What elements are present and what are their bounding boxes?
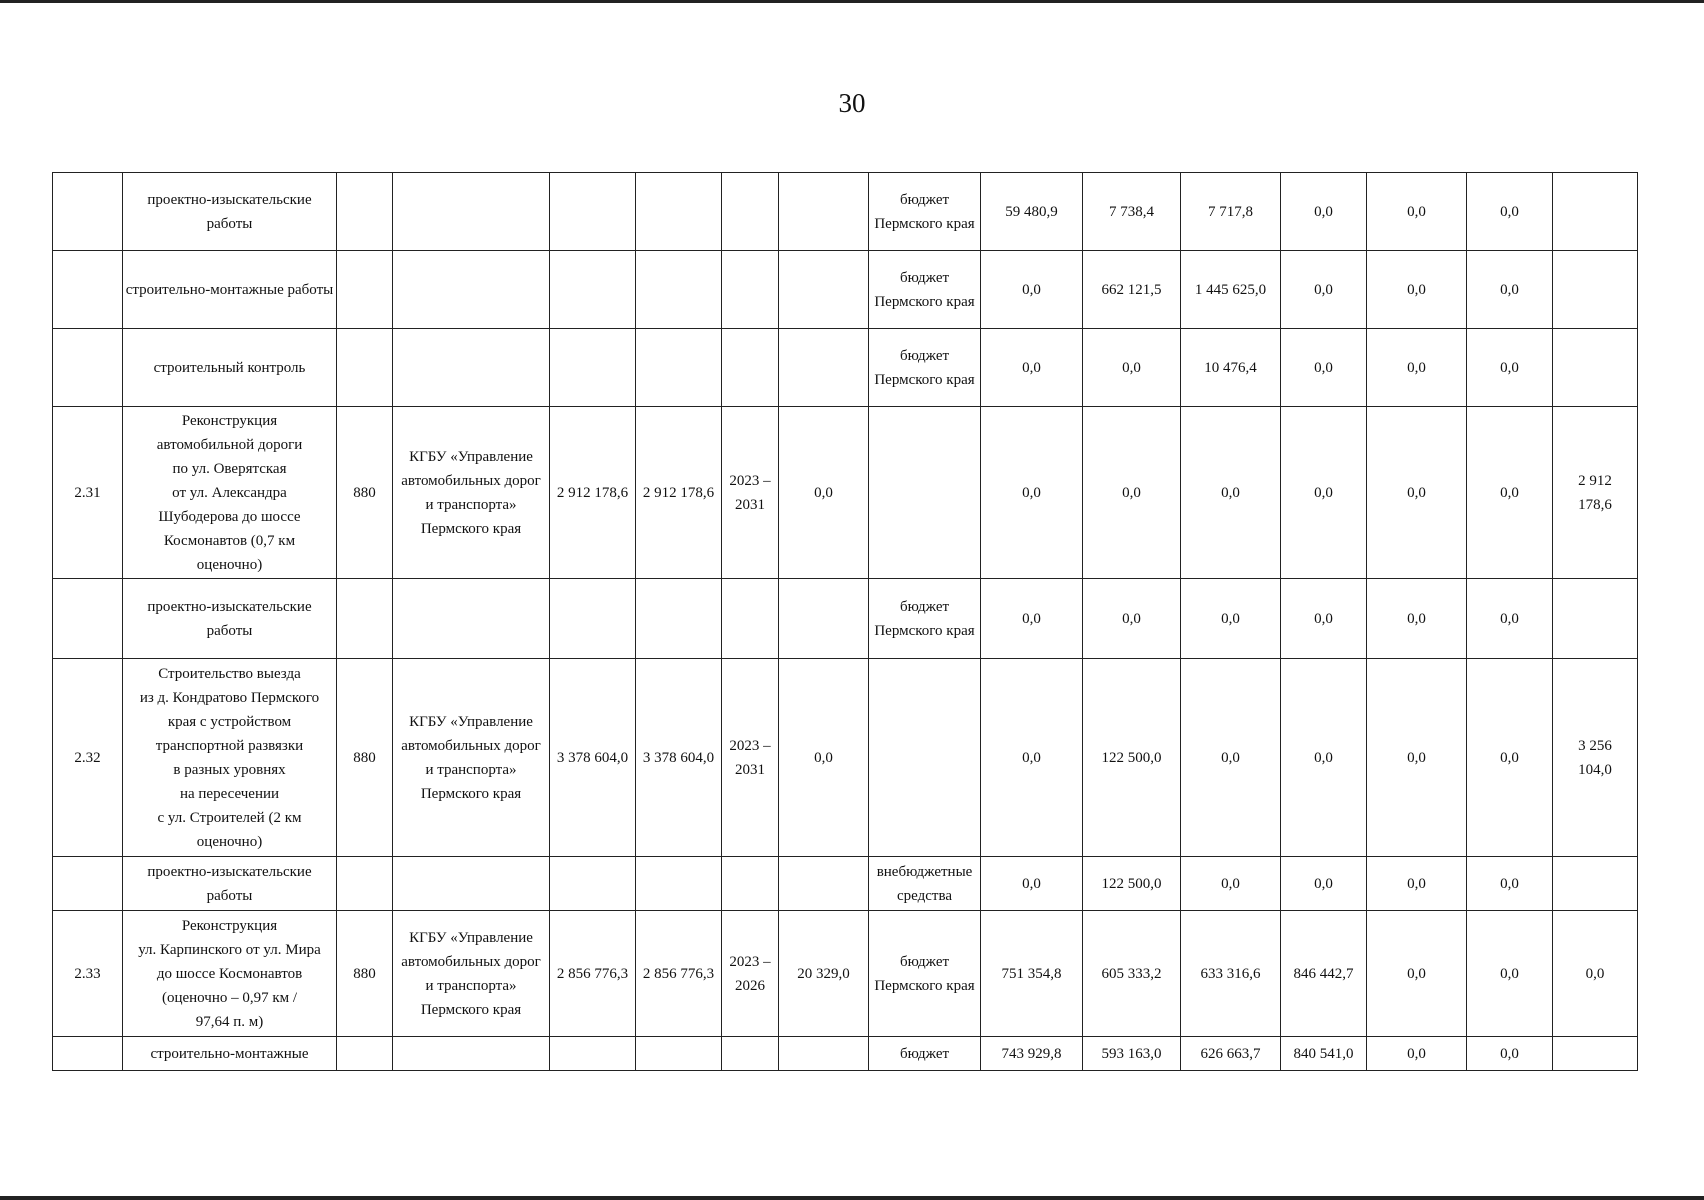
cell-code: [337, 251, 393, 329]
cell-name: строительно-монтажные работы: [123, 251, 337, 329]
scan-edge-bottom: [0, 1196, 1704, 1200]
cell-year-value: 0,0: [981, 579, 1083, 659]
cell-cost-total: [550, 1037, 636, 1071]
cell-cost-total: 2 856 776,3: [550, 911, 636, 1037]
cell-organization: КГБУ «Управление автомобильных дорог и транспорта» Пермского края: [393, 407, 550, 579]
cell-cost-estimate: 2 856 776,3: [636, 911, 722, 1037]
cell-year-value: 0,0: [1281, 173, 1367, 251]
cell-year-value: 0,0: [1367, 579, 1467, 659]
cell-year-value: 846 442,7: [1281, 911, 1367, 1037]
cell-cost-total: [550, 251, 636, 329]
cell-year-value: 0,0: [1367, 251, 1467, 329]
scan-edge-top: [0, 0, 1704, 3]
cell-year-value: 0,0: [981, 407, 1083, 579]
cell-period: [722, 1037, 779, 1071]
cell-remaining: 2 912 178,6: [1553, 407, 1638, 579]
cell-year-value: 840 541,0: [1281, 1037, 1367, 1071]
cell-year-value: 7 717,8: [1181, 173, 1281, 251]
cell-organization: [393, 1037, 550, 1071]
cell-code: [337, 173, 393, 251]
cell-cost-estimate: 3 378 604,0: [636, 659, 722, 857]
cell-number: [53, 173, 123, 251]
cell-year-value: 662 121,5: [1083, 251, 1181, 329]
table-row: [53, 173, 1638, 251]
cell-cost-total: [550, 329, 636, 407]
table-row: [53, 857, 1638, 911]
cell-period: [722, 857, 779, 911]
cell-prior-years: 0,0: [779, 407, 869, 579]
cell-year-value: 1 445 625,0: [1181, 251, 1281, 329]
cell-year-value: 0,0: [1367, 173, 1467, 251]
cell-year-value: 7 738,4: [1083, 173, 1181, 251]
cell-organization: [393, 329, 550, 407]
cell-year-value: 0,0: [1083, 407, 1181, 579]
cell-year-value: 0,0: [981, 251, 1083, 329]
cell-name: проектно-изыскательские работы: [123, 173, 337, 251]
cell-organization: КГБУ «Управление автомобильных дорог и транспорта» Пермского края: [393, 911, 550, 1037]
cell-organization: КГБУ «Управление автомобильных дорог и транспорта» Пермского края: [393, 659, 550, 857]
cell-year-value: 0,0: [1181, 407, 1281, 579]
cell-remaining: [1553, 857, 1638, 911]
page-number: 30: [838, 88, 866, 118]
table-row: [53, 579, 1638, 659]
cell-name: Реконструкция автомобильной дороги по ул. Оверятская от ул. Александра Шубодерова до шоссе Космонавтов (0,7 км оценочно): [123, 407, 337, 579]
cell-year-value: 0,0: [1467, 1037, 1553, 1071]
cell-organization: [393, 579, 550, 659]
table-row: [53, 1037, 1638, 1071]
cell-year-value: 0,0: [1367, 911, 1467, 1037]
cell-funding-source: бюджет: [869, 1037, 981, 1071]
budget-table: [52, 172, 1638, 1071]
cell-year-value: 0,0: [1467, 579, 1553, 659]
cell-funding-source: бюджет Пермского края: [869, 173, 981, 251]
cell-year-value: 0,0: [1181, 857, 1281, 911]
cell-period: [722, 251, 779, 329]
cell-name: Строительство выезда из д. Кондратово Пермского края с устройством транспортной развязки в разных уровнях на пересечении с ул. Строителей (2 км оценочно): [123, 659, 337, 857]
cell-funding-source: бюджет Пермского края: [869, 579, 981, 659]
cell-year-value: 0,0: [1367, 1037, 1467, 1071]
cell-prior-years: [779, 857, 869, 911]
cell-code: 880: [337, 659, 393, 857]
cell-remaining: [1553, 173, 1638, 251]
cell-year-value: 0,0: [1281, 659, 1367, 857]
cell-cost-total: [550, 857, 636, 911]
cell-year-value: 0,0: [1467, 329, 1553, 407]
cell-name: Реконструкция ул. Карпинского от ул. Мира до шоссе Космонавтов (оценочно – 0,97 км / 97,64 п. м): [123, 911, 337, 1037]
table-row: [53, 659, 1638, 857]
cell-year-value: 0,0: [1281, 579, 1367, 659]
cell-cost-estimate: [636, 251, 722, 329]
cell-cost-estimate: [636, 857, 722, 911]
cell-period: 2023 – 2026: [722, 911, 779, 1037]
cell-name: строительно-монтажные: [123, 1037, 337, 1071]
cell-prior-years: 0,0: [779, 659, 869, 857]
cell-name: проектно-изыскательские работы: [123, 579, 337, 659]
cell-year-value: 0,0: [1467, 857, 1553, 911]
cell-number: [53, 329, 123, 407]
cell-prior-years: [779, 579, 869, 659]
cell-number: 2.33: [53, 911, 123, 1037]
cell-period: 2023 – 2031: [722, 659, 779, 857]
cell-funding-source: бюджет Пермского края: [869, 911, 981, 1037]
cell-cost-total: 3 378 604,0: [550, 659, 636, 857]
cell-remaining: [1553, 251, 1638, 329]
table-row: [53, 251, 1638, 329]
cell-cost-total: [550, 173, 636, 251]
cell-prior-years: [779, 329, 869, 407]
cell-organization: [393, 173, 550, 251]
cell-year-value: 122 500,0: [1083, 659, 1181, 857]
cell-year-value: 0,0: [1281, 407, 1367, 579]
cell-prior-years: [779, 173, 869, 251]
cell-cost-estimate: [636, 579, 722, 659]
cell-year-value: 0,0: [1281, 329, 1367, 407]
cell-number: 2.32: [53, 659, 123, 857]
cell-name: проектно-изыскательские работы: [123, 857, 337, 911]
cell-funding-source: [869, 407, 981, 579]
cell-code: 880: [337, 407, 393, 579]
cell-number: 2.31: [53, 407, 123, 579]
cell-funding-source: [869, 659, 981, 857]
cell-year-value: 633 316,6: [1181, 911, 1281, 1037]
cell-prior-years: [779, 251, 869, 329]
cell-year-value: 626 663,7: [1181, 1037, 1281, 1071]
table-row: [53, 407, 1638, 579]
cell-code: [337, 857, 393, 911]
cell-year-value: 593 163,0: [1083, 1037, 1181, 1071]
cell-year-value: 0,0: [1281, 251, 1367, 329]
cell-funding-source: внебюджетные средства: [869, 857, 981, 911]
cell-year-value: 0,0: [1367, 857, 1467, 911]
cell-year-value: 605 333,2: [1083, 911, 1181, 1037]
cell-year-value: 751 354,8: [981, 911, 1083, 1037]
cell-code: [337, 329, 393, 407]
cell-funding-source: бюджет Пермского края: [869, 251, 981, 329]
cell-year-value: 0,0: [1181, 659, 1281, 857]
cell-organization: [393, 857, 550, 911]
cell-cost-estimate: 2 912 178,6: [636, 407, 722, 579]
cell-remaining: [1553, 579, 1638, 659]
cell-number: [53, 1037, 123, 1071]
cell-year-value: 0,0: [1467, 659, 1553, 857]
cell-year-value: 0,0: [1367, 407, 1467, 579]
cell-code: [337, 1037, 393, 1071]
cell-remaining: 0,0: [1553, 911, 1638, 1037]
cell-year-value: 0,0: [1083, 579, 1181, 659]
cell-number: [53, 251, 123, 329]
cell-year-value: 0,0: [981, 329, 1083, 407]
cell-year-value: 10 476,4: [1181, 329, 1281, 407]
cell-code: 880: [337, 911, 393, 1037]
cell-cost-total: 2 912 178,6: [550, 407, 636, 579]
cell-year-value: 0,0: [1467, 911, 1553, 1037]
cell-year-value: 743 929,8: [981, 1037, 1083, 1071]
cell-period: 2023 – 2031: [722, 407, 779, 579]
cell-prior-years: [779, 1037, 869, 1071]
cell-year-value: 0,0: [1367, 659, 1467, 857]
cell-year-value: 0,0: [1367, 329, 1467, 407]
cell-code: [337, 579, 393, 659]
cell-number: [53, 857, 123, 911]
cell-number: [53, 579, 123, 659]
cell-cost-estimate: [636, 329, 722, 407]
cell-year-value: 122 500,0: [1083, 857, 1181, 911]
cell-cost-estimate: [636, 1037, 722, 1071]
cell-period: [722, 173, 779, 251]
cell-year-value: 0,0: [981, 857, 1083, 911]
cell-cost-estimate: [636, 173, 722, 251]
cell-cost-total: [550, 579, 636, 659]
cell-remaining: 3 256 104,0: [1553, 659, 1638, 857]
table-row: [53, 911, 1638, 1037]
cell-year-value: 0,0: [1467, 251, 1553, 329]
cell-funding-source: бюджет Пермского края: [869, 329, 981, 407]
table-row: [53, 329, 1638, 407]
cell-name: строительный контроль: [123, 329, 337, 407]
cell-year-value: 0,0: [1467, 173, 1553, 251]
cell-period: [722, 329, 779, 407]
cell-year-value: 0,0: [1281, 857, 1367, 911]
cell-year-value: 0,0: [1083, 329, 1181, 407]
cell-year-value: 0,0: [981, 659, 1083, 857]
cell-period: [722, 579, 779, 659]
cell-year-value: 0,0: [1467, 407, 1553, 579]
cell-prior-years: 20 329,0: [779, 911, 869, 1037]
cell-remaining: [1553, 1037, 1638, 1071]
cell-year-value: 59 480,9: [981, 173, 1083, 251]
cell-organization: [393, 251, 550, 329]
cell-remaining: [1553, 329, 1638, 407]
cell-year-value: 0,0: [1181, 579, 1281, 659]
